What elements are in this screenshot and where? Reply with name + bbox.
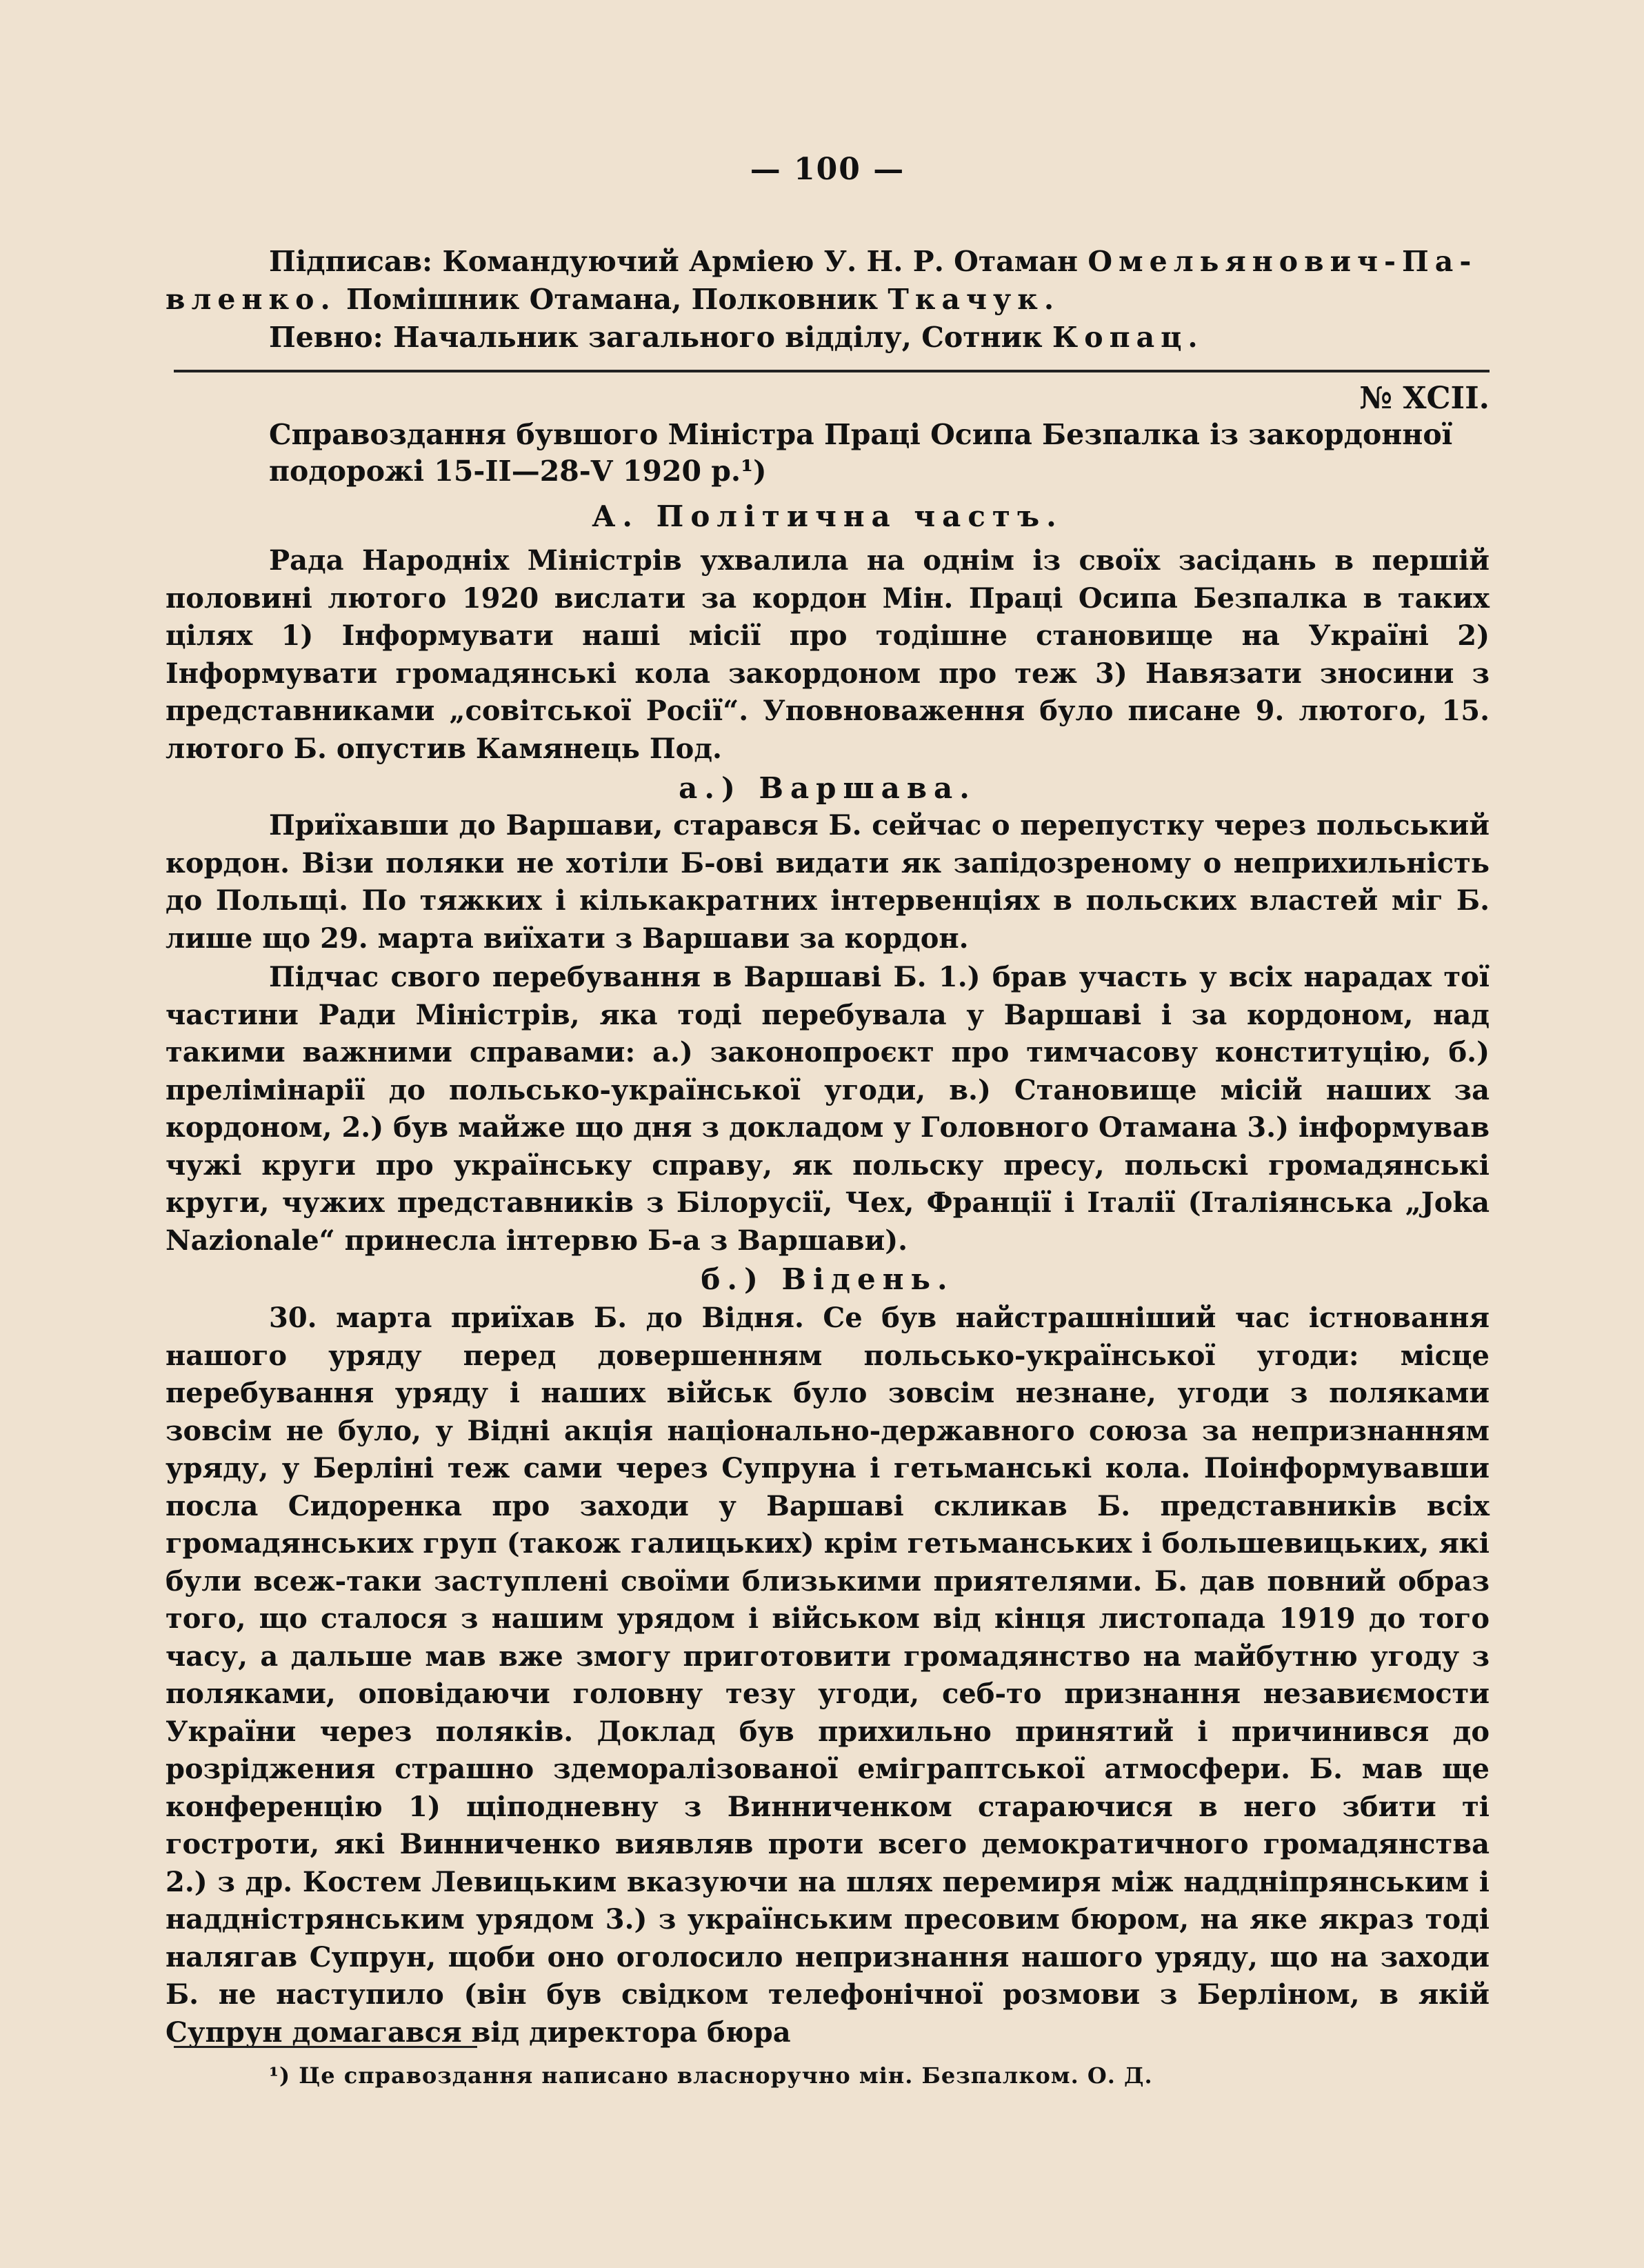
paragraph: Рада Народніх Міністрів ухвалила на однім із своїх засідань в першій половині лютого 1920 вислати за кордон Мін. Праці Осипа Безпалка в таких цілях 1) Інформувати наші місії про тодішне становище на Україні 2) Інформувати громадянські кола закордоном про теж 3) Навязати зносини з представниками „совітської Росії“. Уповноваження було писане 9. лютого, 15. лютого Б. опустив Камянець Под.	[166, 544, 1490, 765]
footnote-rule	[174, 2046, 477, 2048]
signature-text: Певно: Начальник загального відділу, Сотник	[269, 321, 1052, 354]
signature-text: Підписав: Командуючий Арміею У. Н. Р. Отаман	[269, 245, 1088, 278]
document-number: № ХСІІ.	[1359, 381, 1490, 416]
page-number: — 100 —	[750, 152, 905, 187]
paragraph: Приїхавши до Варшави, старався Б. сейчас о перепустку через польський кордон. Візи поляки не хотіли Б-ові видати як запідозреному о неприхильність до Польщі. По тяжких і кількакратних інтервенціях в польских властей міг Б. лише що 29. марта виїхати з Варшави за кордон.	[166, 809, 1490, 955]
signatures-block	[166, 243, 1490, 357]
footnote: ¹) Це справоздання написано власноручно мін. Безпалком. О. Д.	[269, 2062, 1153, 2089]
signature-line-1	[166, 243, 1490, 281]
section-heading-vienna: б.) Відень.	[701, 1262, 954, 1296]
signature-line-2	[166, 281, 1490, 319]
signature-name-spaced: Омельянович-Па-	[1087, 245, 1478, 278]
section-heading-political: А. Політична частъ.	[592, 499, 1063, 533]
signature-name-spaced: вленко.	[166, 283, 337, 316]
signature-name-spaced: Копац.	[1052, 321, 1204, 354]
paragraph: 30. марта приїхав Б. до Відня. Се був найстрашніший час істновання нашого уряду перед довершенням польсько-української угоди: місце перебування уряду і наших військ було зовсім незнане, угоди з поляками зовсім не було, у Відні акція національно-державного союза за непризнанням уряду, у Берліні теж сами через Супруна і гетьманські кола. Поінформувавши посла Сидоренка про заходи у Варшаві скликав Б. представників всіх громадянських груп (також галицьких) крім гетьманських і большевицьких, які були всеж-таки заступлені своїми близькими приятелями. Б. дав повний образ того, що сталося з нашим урядом і військом від кінця листопада 1919 до того часу, а дальше мав вже змогу приготовити громадянство на майбутню угоду з поляками, оповідаючи головну тезу угоди, себ-то признання незавиємости України через поляків. Доклад був прихильно принятий і причинився до розріджения страшно здеморалізованої еміграптської атмосфери. Б. мав ще конференцію 1) щіподневну з Винниченком стараючися в него збити ті гостроти, які Винниченко виявляв проти всего демократичного громадянства 2.) з др. Костем Левицьким вказуючи на шлях перемиря між наддніпрянським і наддністрянським урядом 3.) з українським пресовим бюром, на яке якраз тоді налягав Супрун, щоби оно оголосило непризнання нашого уряду, що на заходи Б. не наступило (він був свідком телефонічної розмови з Берліном, в якій Супрун домагався від директора бюра	[166, 1302, 1490, 2049]
document-title: Справоздання бувшого Міністра Праці Осипа Безпалка із закордонної подорожі 15-ІІ—28-V 1920 р.¹)	[269, 418, 1453, 488]
signature-line-3	[166, 319, 1490, 357]
document-page	[166, 138, 1490, 2180]
paragraph: Підчас свого перебування в Варшаві Б. 1.) брав участь у всіх нарадах тої частини Ради Міністрів, яка тоді перебувала у Варшаві і за кордоном, над такими важними справами: а.) законопроєкт про тимчасову конституцію, б.) прелімінарії до польсько-української угоди, в.) Становище місій наших за кордоном, 2.) був майже що дня з докладом у Головного Отамана 3.) інформував чужі круги про українську справу, як польску пресу, польскі громадянські круги, чужих представників з Білорусії, Чех, Франції і Італії (Італіянська „Joka Nazionale“ принесла інтервю Б-а з Варшави).	[166, 961, 1490, 1257]
signature-text: Помішник Отамана, Полковник	[336, 283, 888, 316]
signature-name-spaced: Ткачук.	[888, 283, 1061, 316]
section-divider	[174, 370, 1490, 372]
section-heading-warsaw: а.) Варшава.	[679, 771, 976, 805]
